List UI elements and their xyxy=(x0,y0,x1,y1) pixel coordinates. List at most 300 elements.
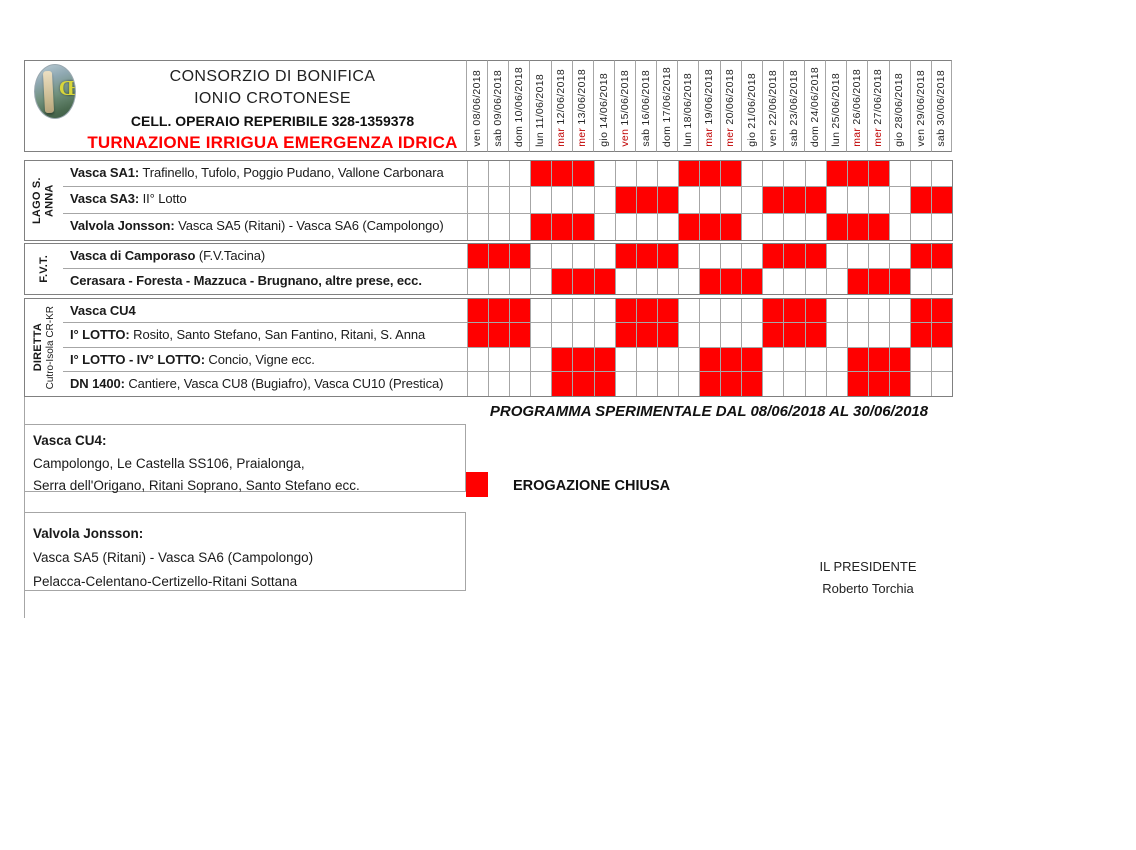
open-cell xyxy=(678,269,699,294)
closed-legend-label: EROGAZIONE CHIUSA xyxy=(513,478,671,494)
note-box-title: Valvola Jonsson: xyxy=(33,526,144,541)
closed-cell xyxy=(488,299,509,322)
open-cell xyxy=(530,372,551,396)
open-cell xyxy=(615,161,636,186)
group-label-text: DIRETTA xyxy=(31,323,44,372)
row-cells xyxy=(467,269,952,294)
note-box-valvola-jonsson xyxy=(24,512,466,591)
org-name-line2: IONIO CROTONESE xyxy=(194,90,351,107)
closed-cell xyxy=(889,269,910,294)
closed-cell xyxy=(762,299,783,322)
open-cell xyxy=(720,323,741,346)
open-cell xyxy=(530,299,551,322)
closed-cell xyxy=(467,244,488,268)
open-cell xyxy=(657,161,678,186)
closed-cell xyxy=(551,269,572,294)
open-cell xyxy=(678,299,699,322)
schedule-row xyxy=(63,299,952,323)
schedule-row xyxy=(63,372,952,396)
signature-role: IL PRESIDENTE xyxy=(819,559,917,574)
open-cell xyxy=(762,214,783,240)
closed-cell xyxy=(572,214,593,240)
date-header-cell xyxy=(466,60,487,152)
open-cell xyxy=(488,187,509,212)
date-header-cell xyxy=(804,60,825,152)
open-cell xyxy=(615,214,636,240)
left-border-strip xyxy=(24,397,25,618)
weekday-label: lun xyxy=(830,132,843,147)
weekday-label: gio xyxy=(745,132,758,147)
open-cell xyxy=(868,299,889,322)
open-cell xyxy=(488,372,509,396)
closed-cell xyxy=(720,161,741,186)
open-cell xyxy=(783,214,804,240)
open-cell xyxy=(910,161,931,186)
weekday-label: mar xyxy=(703,128,716,147)
open-cell xyxy=(805,348,826,371)
closed-cell xyxy=(847,372,868,396)
open-cell xyxy=(741,323,762,346)
open-cell xyxy=(678,187,699,212)
note-box-line: Vasca SA5 (Ritani) - Vasca SA6 (Campolongo) xyxy=(33,550,314,565)
open-cell xyxy=(910,348,931,371)
open-cell xyxy=(488,214,509,240)
note-box-title: Vasca CU4: xyxy=(33,433,107,448)
closed-cell xyxy=(509,323,530,346)
closed-cell xyxy=(868,348,889,371)
closed-cell xyxy=(551,161,572,186)
open-cell xyxy=(467,372,488,396)
closed-cell xyxy=(572,269,593,294)
open-cell xyxy=(594,299,615,322)
open-cell xyxy=(530,187,551,212)
closed-cell xyxy=(636,323,657,346)
weekday-label: sab xyxy=(787,129,800,147)
date-header-cell xyxy=(572,60,593,152)
date-header-cell xyxy=(614,60,635,152)
open-cell xyxy=(910,372,931,396)
date-header-cell xyxy=(910,60,931,152)
weekday-label: gio xyxy=(893,132,906,147)
open-cell xyxy=(467,269,488,294)
closed-cell xyxy=(847,214,868,240)
closed-cell xyxy=(530,161,551,186)
open-cell xyxy=(699,187,720,212)
date-header-cell xyxy=(635,60,656,152)
weekday-label: sab xyxy=(639,129,652,147)
open-cell xyxy=(741,244,762,268)
open-cell xyxy=(509,348,530,371)
open-cell xyxy=(826,187,847,212)
weekday-label: ven xyxy=(470,129,483,147)
weekday-label: ven xyxy=(766,129,779,147)
open-cell xyxy=(488,348,509,371)
open-cell xyxy=(572,187,593,212)
open-cell xyxy=(868,244,889,268)
open-cell xyxy=(910,214,931,240)
row-cells xyxy=(467,372,952,396)
closed-cell xyxy=(488,244,509,268)
page-title: TURNAZIONE IRRIGUA EMERGENZA IDRICA xyxy=(87,133,458,152)
closed-cell xyxy=(826,161,847,186)
closed-cell xyxy=(657,299,678,322)
logo-monogram: CB xyxy=(58,76,74,100)
program-note: PROGRAMMA SPERIMENTALE DAL 08/06/2018 AL 30/06/2018 xyxy=(489,403,929,420)
closed-cell xyxy=(678,214,699,240)
open-cell xyxy=(805,269,826,294)
weekday-label: mer xyxy=(872,128,885,147)
open-cell xyxy=(594,161,615,186)
open-cell xyxy=(847,323,868,346)
weekday-label: ven xyxy=(618,129,631,147)
closed-cell xyxy=(551,214,572,240)
open-cell xyxy=(783,269,804,294)
phone-line: CELL. OPERAIO REPERIBILE 328-1359378 xyxy=(130,113,415,129)
row-cells xyxy=(467,187,952,212)
schedule-row xyxy=(63,269,952,294)
closed-cell xyxy=(868,214,889,240)
open-cell xyxy=(889,214,910,240)
date-header-cell xyxy=(825,60,846,152)
closed-cell xyxy=(741,269,762,294)
open-cell xyxy=(657,214,678,240)
closed-cell xyxy=(910,187,931,212)
open-cell xyxy=(889,244,910,268)
header-box xyxy=(24,60,466,152)
closed-cell xyxy=(615,187,636,212)
org-name-line1: CONSORZIO DI BONIFICA xyxy=(169,68,376,85)
row-cells xyxy=(467,299,952,322)
open-cell xyxy=(636,269,657,294)
open-cell xyxy=(657,348,678,371)
date-label: sab 09/06/2018 xyxy=(491,70,504,147)
open-cell xyxy=(488,269,509,294)
open-cell xyxy=(826,372,847,396)
note-box-line: Serra dell'Origano, Ritani Soprano, Santo Stefano ecc. xyxy=(33,478,360,493)
date-label: lun 18/06/2018 xyxy=(682,73,695,147)
weekday-label: sab xyxy=(491,129,504,147)
date-label: mer 13/06/2018 xyxy=(576,69,589,147)
date-header-cell xyxy=(931,60,952,152)
open-cell xyxy=(889,323,910,346)
date-header-cell xyxy=(762,60,783,152)
open-cell xyxy=(931,348,952,371)
closed-cell xyxy=(805,299,826,322)
closed-cell xyxy=(910,299,931,322)
open-cell xyxy=(572,244,593,268)
date-header-cell xyxy=(867,60,888,152)
open-cell xyxy=(762,348,783,371)
row-label: Vasca SA3: II° Lotto xyxy=(70,191,187,207)
row-cells xyxy=(467,244,952,268)
closed-cell xyxy=(762,187,783,212)
date-header-cell xyxy=(677,60,698,152)
open-cell xyxy=(657,372,678,396)
weekday-label: mar xyxy=(851,128,864,147)
open-cell xyxy=(720,244,741,268)
closed-cell xyxy=(805,244,826,268)
header-text xyxy=(83,61,462,151)
closed-cell xyxy=(783,299,804,322)
group-band xyxy=(24,243,953,295)
open-cell xyxy=(762,372,783,396)
weekday-label: dom xyxy=(660,125,673,147)
open-cell xyxy=(467,161,488,186)
date-header-cell xyxy=(889,60,910,152)
closed-cell xyxy=(741,348,762,371)
open-cell xyxy=(889,187,910,212)
weekday-label: dom xyxy=(513,125,526,147)
closed-cell xyxy=(615,323,636,346)
schedule-row xyxy=(63,187,952,213)
open-cell xyxy=(467,348,488,371)
closed-cell xyxy=(762,323,783,346)
row-label: Vasca CU4 xyxy=(70,303,136,318)
weekday-label: mer xyxy=(724,128,737,147)
closed-cell xyxy=(467,323,488,346)
group-label xyxy=(25,161,63,240)
date-label: sab 30/06/2018 xyxy=(935,70,948,147)
date-label: dom 10/06/2018 xyxy=(513,66,526,147)
date-label: dom 24/06/2018 xyxy=(808,66,821,147)
closed-cell xyxy=(720,269,741,294)
schedule-row xyxy=(63,244,952,269)
closed-cell xyxy=(783,244,804,268)
row-label: Valvola Jonsson: Vasca SA5 (Ritani) - Vasca SA6 (Campolongo) xyxy=(70,217,444,233)
open-cell xyxy=(889,299,910,322)
open-cell xyxy=(826,348,847,371)
date-label: gio 28/06/2018 xyxy=(893,73,906,147)
closed-cell xyxy=(657,323,678,346)
open-cell xyxy=(847,187,868,212)
open-cell xyxy=(805,161,826,186)
weekday-label: ven xyxy=(914,129,927,147)
open-cell xyxy=(636,372,657,396)
open-cell xyxy=(678,323,699,346)
date-header-cell xyxy=(593,60,614,152)
closed-cell xyxy=(889,348,910,371)
open-cell xyxy=(910,269,931,294)
open-cell xyxy=(572,299,593,322)
open-cell xyxy=(741,214,762,240)
open-cell xyxy=(805,372,826,396)
group-label xyxy=(25,299,63,396)
date-label: ven 08/06/2018 xyxy=(470,70,483,147)
closed-cell xyxy=(678,161,699,186)
date-header-cell xyxy=(487,60,508,152)
closed-cell xyxy=(636,187,657,212)
open-cell xyxy=(678,348,699,371)
date-header-cell xyxy=(529,60,550,152)
open-cell xyxy=(551,187,572,212)
closed-cell xyxy=(636,299,657,322)
row-label: Vasca SA1: Trafinello, Tufolo, Poggio Pudano, Vallone Carbonara xyxy=(70,165,444,180)
closed-cell xyxy=(868,161,889,186)
open-cell xyxy=(741,299,762,322)
closed-cell xyxy=(636,244,657,268)
row-cells xyxy=(467,161,952,186)
closed-cell xyxy=(572,161,593,186)
closed-cell xyxy=(699,161,720,186)
weekday-label: sab xyxy=(935,129,948,147)
schedule-row xyxy=(63,214,952,240)
closed-cell xyxy=(615,244,636,268)
open-cell xyxy=(615,348,636,371)
weekday-label: dom xyxy=(808,125,821,147)
note-box-vasca-cu4 xyxy=(24,424,466,492)
closed-cell xyxy=(889,372,910,396)
date-label: lun 11/06/2018 xyxy=(534,74,547,147)
note-box-line: Pelacca-Celentano-Certizello-Ritani Sottana xyxy=(33,574,298,589)
closed-cell xyxy=(783,187,804,212)
date-header-cell xyxy=(783,60,804,152)
closed-cell xyxy=(931,187,952,212)
open-cell xyxy=(720,187,741,212)
open-cell xyxy=(741,161,762,186)
open-cell xyxy=(636,161,657,186)
closed-legend-swatch xyxy=(466,472,488,497)
open-cell xyxy=(678,244,699,268)
open-cell xyxy=(551,323,572,346)
group-band xyxy=(24,298,953,397)
group-label xyxy=(25,244,63,294)
weekday-label: mer xyxy=(576,128,589,147)
closed-cell xyxy=(699,269,720,294)
closed-cell xyxy=(847,161,868,186)
closed-cell xyxy=(572,372,593,396)
date-label: ven 29/06/2018 xyxy=(914,70,927,147)
group-sublabel-text: Cutro-Isola CR-KR xyxy=(44,305,56,390)
open-cell xyxy=(868,187,889,212)
open-cell xyxy=(636,348,657,371)
open-cell xyxy=(699,323,720,346)
open-cell xyxy=(762,269,783,294)
open-cell xyxy=(530,323,551,346)
open-cell xyxy=(699,244,720,268)
closed-cell xyxy=(699,372,720,396)
closed-cell xyxy=(615,299,636,322)
open-cell xyxy=(889,161,910,186)
open-cell xyxy=(762,161,783,186)
open-cell xyxy=(931,269,952,294)
closed-cell xyxy=(910,323,931,346)
closed-cell xyxy=(720,348,741,371)
closed-cell xyxy=(657,187,678,212)
open-cell xyxy=(488,161,509,186)
closed-cell xyxy=(467,299,488,322)
date-label: dom 17/06/2018 xyxy=(660,66,673,147)
date-header-cell xyxy=(656,60,677,152)
closed-cell xyxy=(720,214,741,240)
open-cell xyxy=(783,161,804,186)
schedule-row xyxy=(63,348,952,372)
open-cell xyxy=(509,187,530,212)
open-cell xyxy=(931,372,952,396)
date-label: sab 23/06/2018 xyxy=(787,70,800,147)
closed-cell xyxy=(572,348,593,371)
row-label: I° LOTTO - IV° LOTTO: Concio, Vigne ecc. xyxy=(70,351,315,367)
open-cell xyxy=(594,244,615,268)
open-cell xyxy=(509,269,530,294)
open-cell xyxy=(826,323,847,346)
closed-cell xyxy=(594,372,615,396)
schedule-row xyxy=(63,323,952,347)
closed-cell xyxy=(931,323,952,346)
closed-cell xyxy=(488,323,509,346)
date-label: ven 22/06/2018 xyxy=(766,70,779,147)
date-label: gio 21/06/2018 xyxy=(745,73,758,147)
open-cell xyxy=(594,187,615,212)
closed-cell xyxy=(551,372,572,396)
closed-cell xyxy=(805,187,826,212)
open-cell xyxy=(594,214,615,240)
closed-cell xyxy=(931,244,952,268)
open-cell xyxy=(826,269,847,294)
date-header-cell xyxy=(720,60,741,152)
closed-cell xyxy=(594,269,615,294)
date-label: gio 14/06/2018 xyxy=(597,73,610,147)
row-cells xyxy=(467,323,952,346)
date-label: lun 25/06/2018 xyxy=(830,73,843,147)
open-cell xyxy=(551,244,572,268)
date-label: sab 16/06/2018 xyxy=(639,70,652,147)
date-header-cell xyxy=(551,60,572,152)
closed-cell xyxy=(509,299,530,322)
open-cell xyxy=(594,323,615,346)
open-cell xyxy=(572,323,593,346)
closed-cell xyxy=(762,244,783,268)
closed-cell xyxy=(551,348,572,371)
closed-cell xyxy=(594,348,615,371)
note-box-line: Campolongo, Le Castella SS106, Praialonga, xyxy=(33,455,305,471)
open-cell xyxy=(826,299,847,322)
open-cell xyxy=(530,348,551,371)
open-cell xyxy=(699,299,720,322)
closed-cell xyxy=(805,323,826,346)
open-cell xyxy=(615,372,636,396)
row-cells xyxy=(467,348,952,371)
logo-column-icon xyxy=(43,71,54,113)
open-cell xyxy=(551,299,572,322)
row-label: DN 1400: Cantiere, Vasca CU8 (Bugiafro), Vasca CU10 (Prestica) xyxy=(70,375,444,391)
closed-cell xyxy=(783,323,804,346)
row-cells xyxy=(467,214,952,240)
closed-cell xyxy=(910,244,931,268)
open-cell xyxy=(678,372,699,396)
date-label: mar 12/06/2018 xyxy=(555,69,568,147)
open-cell xyxy=(783,348,804,371)
row-label: I° LOTTO: Rosito, Santo Stefano, San Fantino, Ritani, S. Anna xyxy=(70,327,426,343)
open-cell xyxy=(467,214,488,240)
open-cell xyxy=(805,214,826,240)
closed-cell xyxy=(699,214,720,240)
open-cell xyxy=(509,161,530,186)
open-cell xyxy=(868,323,889,346)
row-label: Cerasara - Foresta - Mazzuca - Brugnano, altre prese, ecc. xyxy=(70,273,422,288)
closed-cell xyxy=(868,372,889,396)
open-cell xyxy=(509,372,530,396)
open-cell xyxy=(530,244,551,268)
group-band xyxy=(24,160,953,241)
date-header-cell xyxy=(508,60,529,152)
open-cell xyxy=(847,299,868,322)
closed-cell xyxy=(720,372,741,396)
date-label: mer 20/06/2018 xyxy=(724,69,737,147)
open-cell xyxy=(530,269,551,294)
date-label: mer 27/06/2018 xyxy=(872,69,885,147)
weekday-label: mar xyxy=(555,128,568,147)
date-label: mar 26/06/2018 xyxy=(851,69,864,147)
